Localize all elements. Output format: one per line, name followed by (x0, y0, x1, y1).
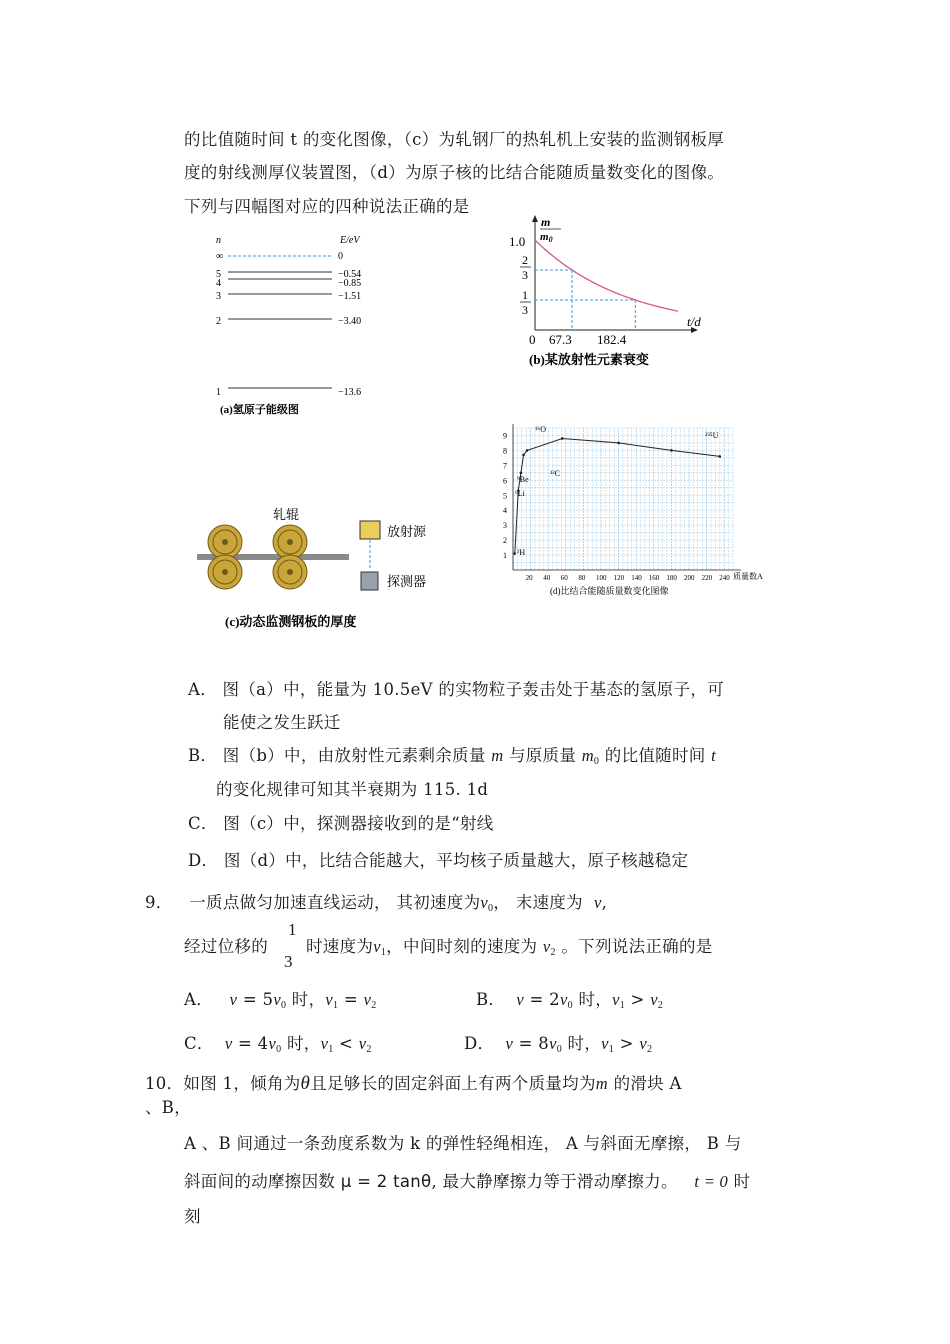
fig-b-ylabel-num: m (541, 215, 551, 229)
fig-d-xtick-60: 60 (560, 574, 568, 582)
fig-d-xlabel: 质量数A (733, 572, 763, 581)
fig-c-source-box (360, 521, 380, 539)
q8-option-d: D． 图（d）中，比结合能越大，平均核子质量越大，原子核越稳定 (188, 851, 689, 870)
fig-d-ytick-3: 3 (503, 521, 507, 531)
fig-a-level-e-5: −13.6 (338, 387, 362, 398)
figure-d-binding-energy (495, 420, 775, 600)
fig-b-ytick-23-den: 3 (522, 268, 528, 282)
fig-d-ytick-9: 9 (503, 431, 507, 441)
fig-d-ytick-2: 2 (503, 536, 507, 546)
fig-b-xtick-673: 67.3 (549, 332, 572, 347)
fig-b-xlabel: t/d (687, 314, 701, 329)
fig-d-xtick-160: 160 (648, 574, 660, 582)
fig-d-point-8 (719, 455, 722, 458)
fig-d-xtick-140: 140 (631, 574, 642, 582)
fig-b-ytick-13-den: 3 (522, 303, 528, 317)
fig-b-y-arrow (532, 215, 538, 222)
q9-option-b: B． $v = 2v_0$ 时，$v_1 > v_2$ (476, 990, 664, 1011)
fig-d-xtick-180: 180 (666, 574, 677, 582)
fig-d-xtick-100: 100 (596, 574, 607, 582)
figure-b-decay-chart (505, 212, 720, 372)
fig-b-ytick-23-num: 2 (522, 253, 528, 267)
fig-d-point-5 (561, 437, 564, 440)
fig-a-level-n-5: 1 (216, 387, 221, 398)
fig-a-level-n-2: 4 (216, 278, 221, 289)
q9-stem-line2: 经过位移的 (184, 937, 268, 956)
fig-a-level-e-4: −3.40 (338, 316, 362, 327)
fig-d-point-6 (617, 442, 620, 445)
q8-option-a-line1: A． 图（a）中，能量为 10.5eV 的实物粒子轰击处于基态的氢原子，可 (188, 680, 725, 699)
fig-d-xtick-80: 80 (578, 574, 586, 582)
fig-d-point-label-1: ¹²C (550, 469, 561, 478)
fig-a-level-n-4: 2 (216, 316, 221, 327)
fig-b-ytick-13-num: 1 (522, 288, 528, 302)
fig-c-detector-label: 探测器 (387, 574, 427, 589)
fig-b-ytick-1: 1.0 (509, 234, 526, 249)
fig-d-point-label-3: ⁶Li (515, 489, 525, 498)
figure-a-energy-levels (200, 225, 400, 425)
fig-a-header-n: n (216, 235, 221, 246)
fig-b-decay-curve (535, 240, 678, 311)
q9-fraction-num: 1 (288, 920, 297, 939)
fig-d-xtick-120: 120 (613, 574, 625, 582)
fig-d-ytick-4: 4 (503, 506, 507, 516)
q10-stem-line1b: 、B， (145, 1098, 192, 1117)
fig-c-caption: (c)动态监测钢板的厚度 (225, 614, 357, 629)
q8-option-c: C． 图（c）中，探测器接收到的是“射线 (188, 814, 494, 833)
fig-d-point-7 (670, 449, 673, 452)
fig-a-level-e-0: 0 (338, 251, 343, 262)
q9-option-d: D． $v = 8v_0$ 时，$v_1 > v_2$ (464, 1034, 653, 1055)
intro-line-1: 的比值随时间 t 的变化图像，（c）为轧钢厂的热轧机上安装的监测钢板厚 (184, 130, 725, 149)
fig-a-level-e-1: −0.54 (338, 269, 362, 280)
fig-c-roller-label: 轧辊 (273, 507, 300, 522)
q9-option-c: C． $v = 4v_0$ 时，$v_1 < v_2$ (184, 1034, 372, 1055)
intro-line-3: 下列与四幅图对应的四种说法正确的是 (184, 197, 470, 216)
fig-b-caption: (b)某放射性元素衰变 (529, 352, 649, 367)
fig-b-origin: 0 (529, 332, 536, 347)
fig-d-ytick-6: 6 (503, 476, 507, 486)
q8-option-a-line2: 能使之发生跃迁 (223, 713, 341, 732)
fig-d-point-label-2: ⁹Be (517, 475, 529, 484)
fig-d-point-3 (522, 454, 525, 457)
fig-d-point-label-0: ¹⁶O (535, 425, 546, 434)
fig-a-level-e-3: −1.51 (338, 291, 362, 302)
fig-d-ytick-1: 1 (503, 551, 507, 561)
q9-stem-line2b: 时速度为$v_1$，中间时刻的速度为 $v_2$ 。下列说法正确的是 (306, 937, 713, 958)
fig-d-xtick-200: 200 (684, 574, 695, 582)
intro-line-2: 度的射线测厚仪装置图，（d）为原子核的比结合能随质量数变化的图像。 (184, 163, 725, 182)
fig-d-xtick-40: 40 (543, 574, 551, 582)
fig-d-point-0 (513, 552, 516, 555)
figure-c-rolling-mill (195, 500, 465, 635)
fig-a-level-n-3: 3 (216, 291, 221, 302)
fig-d-point-2 (520, 472, 523, 475)
fig-d-xtick-220: 220 (701, 574, 713, 582)
fig-a-level-n-1: 5 (216, 269, 221, 280)
fig-d-caption: (d)比结合能随质量数变化图像 (550, 586, 669, 596)
q10-stem-line2: A 、B 间通过一条劲度系数为 k 的弹性轻绳相连， A 与斜面无摩擦， B 与 (184, 1134, 742, 1153)
q9-option-a: A． $v = 5v_0$ 时，$v_1 = v_2$ (184, 990, 377, 1011)
q10-stem-line1: 10．如图 1，倾角为θ且足够长的固定斜面上有两个质量均为m 的滑块 A (145, 1073, 682, 1094)
q9-stem-line1: 9． 一质点做匀加速直线运动， 其初速度为$v_0$， 末速度为 v, (145, 893, 608, 914)
fig-a-level-e-2: −0.85 (338, 278, 362, 289)
fig-c-source-label: 放射源 (387, 524, 427, 539)
fig-a-level-n-0: ∞ (216, 251, 224, 262)
q8-option-b-line1: B． 图（b）中，由放射性元素剩余质量 m 与原质量 $m_0$ 的比值随时间 t (188, 746, 717, 767)
fig-d-point-4 (526, 449, 529, 452)
fig-d-ytick-7: 7 (503, 461, 507, 471)
fig-d-point-label-5: ²³⁵U (705, 431, 719, 440)
fig-b-xtick-1824: 182.4 (597, 332, 627, 347)
fig-c-detector-box (361, 572, 378, 590)
fig-a-header-e: E/eV (340, 235, 360, 246)
q9-fraction-den: 3 (284, 952, 293, 971)
fig-d-ytick-8: 8 (503, 446, 507, 456)
q10-stem-line4: 刻 (184, 1207, 201, 1226)
fig-d-ytick-5: 5 (503, 491, 507, 501)
fig-d-xtick-240: 240 (719, 574, 730, 582)
fig-b-ylabel-den: m0 (540, 231, 553, 244)
fig-a-caption: (a)氢原子能级图 (220, 404, 299, 416)
fig-d-xtick-20: 20 (525, 574, 533, 582)
q8-option-b-line2: 的变化规律可知其半衰期为 115. 1d (216, 780, 489, 799)
q10-stem-line3: 斜面间的动摩擦因数 μ = 2 tanθ, 最大静摩擦力等于滑动摩擦力。 t = 0 时 (184, 1172, 751, 1191)
fig-d-point-label-4: ²H (517, 548, 526, 557)
